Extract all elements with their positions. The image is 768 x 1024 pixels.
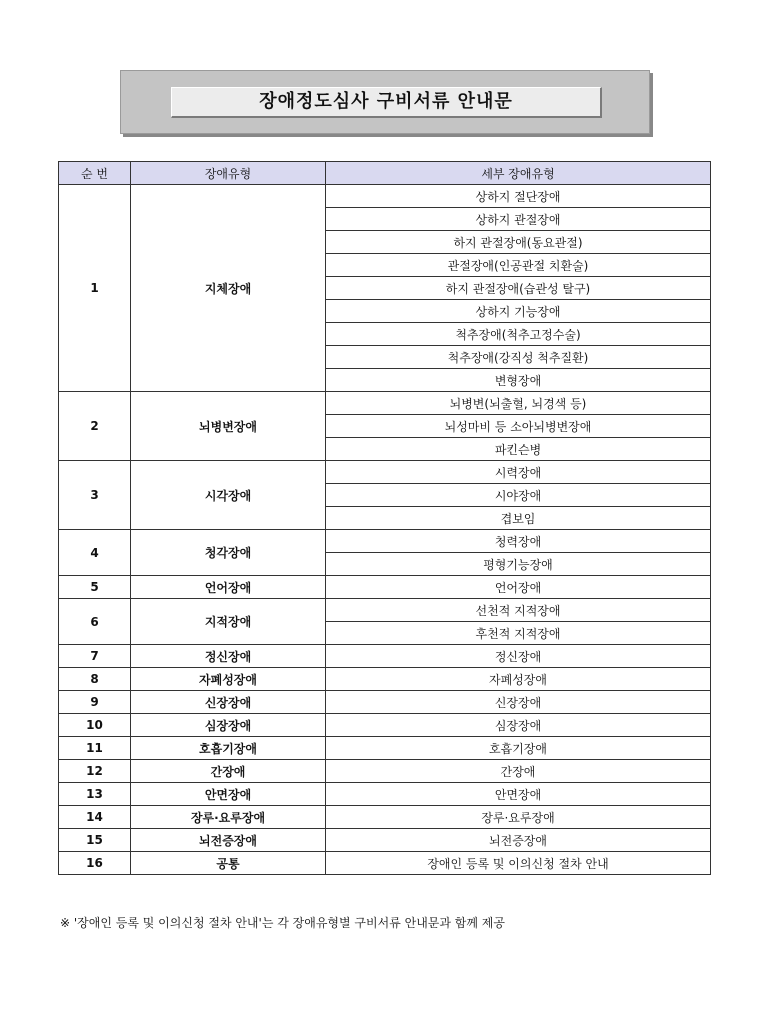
- disability-detail: 청력장애: [326, 530, 711, 553]
- table-body: [59, 185, 711, 875]
- row-number: 10: [59, 714, 131, 737]
- disability-detail: 하지 관절장애(동요관절): [326, 231, 711, 254]
- disability-detail: 호흡기장애: [326, 737, 711, 760]
- table-row: [59, 530, 711, 553]
- disability-type: 뇌병변장애: [131, 392, 326, 461]
- table-row: [59, 691, 711, 714]
- page-title: 장애정도심사 구비서류 안내문: [171, 87, 602, 118]
- header-type: 장애유형: [131, 162, 326, 185]
- disability-detail: 상하지 관절장애: [326, 208, 711, 231]
- disability-detail: 척추장애(척추고정수술): [326, 323, 711, 346]
- table-row: [59, 185, 711, 208]
- disability-type: 공통: [131, 852, 326, 875]
- disability-detail: 평형기능장애: [326, 553, 711, 576]
- table-row: [59, 599, 711, 622]
- disability-detail: 겹보임: [326, 507, 711, 530]
- row-number: 9: [59, 691, 131, 714]
- row-number: 15: [59, 829, 131, 852]
- disability-detail: 심장장애: [326, 714, 711, 737]
- table-row: [59, 760, 711, 783]
- disability-type: 자폐성장애: [131, 668, 326, 691]
- disability-type: 간장애: [131, 760, 326, 783]
- disability-type: 신장장애: [131, 691, 326, 714]
- disability-detail: 뇌병변(뇌출혈, 뇌경색 등): [326, 392, 711, 415]
- row-number: 11: [59, 737, 131, 760]
- disability-detail: 장루·요루장애: [326, 806, 711, 829]
- title-box: [120, 70, 650, 134]
- table-row: [59, 806, 711, 829]
- disability-detail: 관절장애(인공관절 치환술): [326, 254, 711, 277]
- table-row: [59, 737, 711, 760]
- row-number: 12: [59, 760, 131, 783]
- row-number: 13: [59, 783, 131, 806]
- row-number: 1: [59, 185, 131, 392]
- row-number: 2: [59, 392, 131, 461]
- disability-detail: 하지 관절장애(습관성 탈구): [326, 277, 711, 300]
- disability-type: 지적장애: [131, 599, 326, 645]
- table-row: [59, 714, 711, 737]
- disability-detail: 신장장애: [326, 691, 711, 714]
- disability-detail: 언어장애: [326, 576, 711, 599]
- row-number: 5: [59, 576, 131, 599]
- disability-detail: 후천적 지적장애: [326, 622, 711, 645]
- disability-table: [58, 161, 711, 875]
- disability-detail: 간장애: [326, 760, 711, 783]
- disability-type: 지체장애: [131, 185, 326, 392]
- disability-type: 뇌전증장애: [131, 829, 326, 852]
- row-number: 8: [59, 668, 131, 691]
- disability-type: 시각장애: [131, 461, 326, 530]
- table-row: [59, 645, 711, 668]
- row-number: 4: [59, 530, 131, 576]
- disability-type: 청각장애: [131, 530, 326, 576]
- disability-detail: 선천적 지적장애: [326, 599, 711, 622]
- disability-type: 언어장애: [131, 576, 326, 599]
- table-row: [59, 392, 711, 415]
- disability-detail: 시야장애: [326, 484, 711, 507]
- row-number: 7: [59, 645, 131, 668]
- disability-detail: 뇌전증장애: [326, 829, 711, 852]
- disability-type: 안면장애: [131, 783, 326, 806]
- disability-detail: 척추장애(강직성 척추질환): [326, 346, 711, 369]
- table-row: [59, 576, 711, 599]
- footnote: ※ '장애인 등록 및 이의신청 절차 안내'는 각 장애유형별 구비서류 안내문과 함께 제공: [60, 916, 505, 930]
- disability-detail: 뇌성마비 등 소아뇌병변장애: [326, 415, 711, 438]
- table-row: [59, 461, 711, 484]
- table-row: [59, 852, 711, 875]
- row-number: 16: [59, 852, 131, 875]
- header-row: [59, 162, 711, 185]
- disability-detail: 상하지 절단장애: [326, 185, 711, 208]
- table-row: [59, 668, 711, 691]
- disability-detail: 상하지 기능장애: [326, 300, 711, 323]
- disability-detail: 자폐성장애: [326, 668, 711, 691]
- table-row: [59, 783, 711, 806]
- disability-detail: 변형장애: [326, 369, 711, 392]
- disability-detail: 정신장애: [326, 645, 711, 668]
- disability-detail: 파킨슨병: [326, 438, 711, 461]
- disability-type: 호흡기장애: [131, 737, 326, 760]
- header-num: 순 번: [59, 162, 131, 185]
- disability-type: 심장장애: [131, 714, 326, 737]
- disability-detail: 안면장애: [326, 783, 711, 806]
- header-detail: 세부 장애유형: [326, 162, 711, 185]
- table-row: [59, 829, 711, 852]
- disability-type: 정신장애: [131, 645, 326, 668]
- row-number: 6: [59, 599, 131, 645]
- row-number: 3: [59, 461, 131, 530]
- disability-detail: 장애인 등록 및 이의신청 절차 안내: [326, 852, 711, 875]
- disability-detail: 시력장애: [326, 461, 711, 484]
- row-number: 14: [59, 806, 131, 829]
- disability-type: 장루·요루장애: [131, 806, 326, 829]
